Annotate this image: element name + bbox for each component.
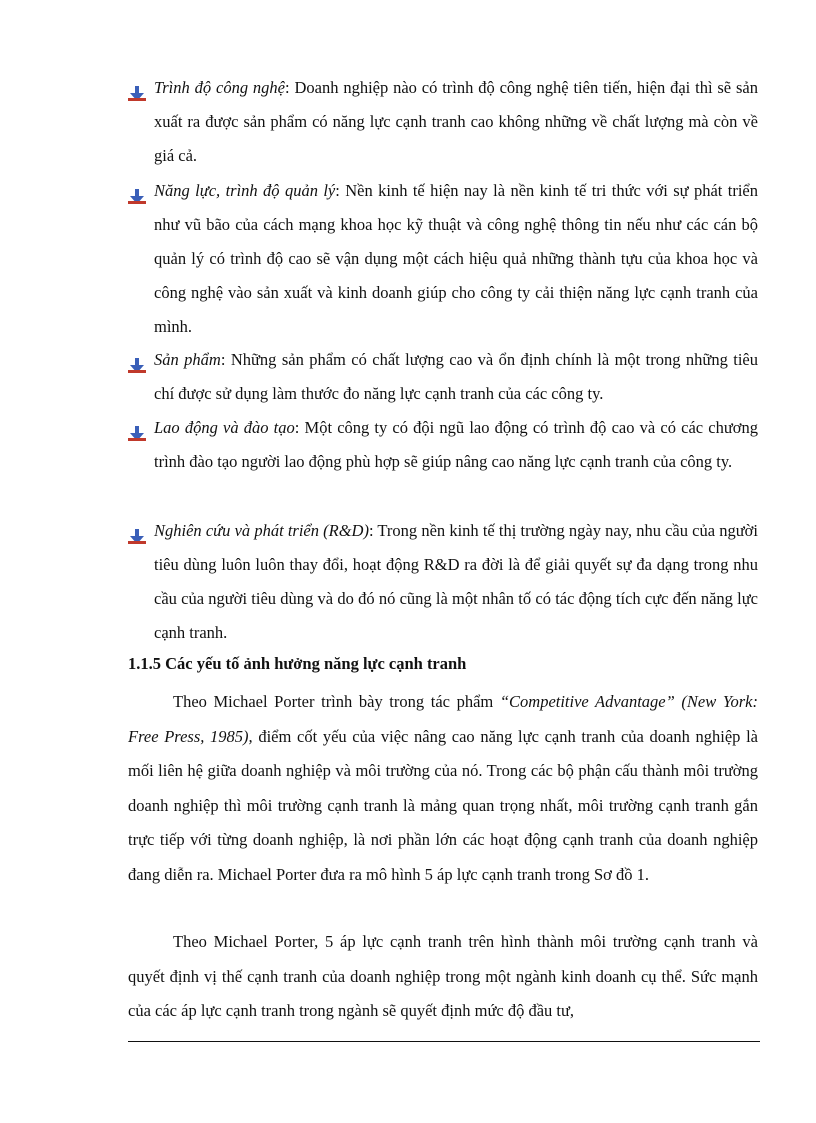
paragraph-porter-intro [128, 685, 758, 892]
bullet-term: Trình độ công nghệ [154, 78, 286, 97]
footer-divider [128, 1041, 760, 1042]
bullet-text: : Những sản phẩm có chất lượng cao và ổn định chính là một trong những tiêu chí được sử dụng làm thước đo năng lực cạnh tranh của các công ty. [154, 350, 758, 403]
arrow-bullet-icon [128, 183, 146, 199]
para-lead: Theo Michael Porter trình bày trong tác phẩm [173, 692, 500, 711]
bullet-item-labor [128, 411, 758, 479]
arrow-bullet-icon [128, 80, 146, 96]
bullet-item-product [128, 343, 758, 411]
bullet-text: : Trong nền kinh tế thị trường ngày nay, nhu cầu của người tiêu dùng luôn luôn thay đổi, hoạt động R&D ra đời là để giải quyết sự đa dạng trong nhu cầu của người tiêu dùng và do đó nó cũng là một nhân tố có tác động tích cực đến năng lực cạnh tranh. [154, 521, 758, 642]
bullet-term: Lao động và đào tạo [154, 418, 295, 437]
arrow-bullet-icon [128, 420, 146, 436]
citation: “Competitive Advantage” (New York: Free Press, 1985), [128, 692, 758, 746]
bullet-text: : Một công ty có đội ngũ lao động có trình độ cao và có các chương trình đào tạo người lao động phù hợp sẽ giúp nâng cao năng lực cạnh tranh của công ty. [154, 418, 758, 471]
para-body: điểm cốt yếu của việc nâng cao năng lực cạnh tranh của doanh nghiệp là mối liên hệ giữa doanh nghiệp và môi trường của nó. Trong các bộ phận cấu thành môi trường doanh nghiệp thì môi trường cạnh tranh là mảng quan trọng nhất, môi trường cạnh tranh gắn trực tiếp với từng doanh nghiệp, là nơi phần lớn các hoạt động cạnh tranh của doanh nghiệp đang diễn ra. Michael Porter đưa ra mô hình 5 áp lực cạnh tranh trong Sơ đồ 1. [128, 726, 758, 884]
arrow-bullet-icon [128, 352, 146, 368]
bullet-item-management [128, 174, 758, 344]
bullet-item-rnd [128, 514, 758, 650]
bullet-text: : Doanh nghiệp nào có trình độ công nghệ tiên tiến, hiện đại thì sẽ sản xuất ra được sản phẩm có năng lực cạnh tranh cao không những về chất lượng mà còn về giá cả. [154, 78, 758, 165]
arrow-bullet-icon [128, 523, 146, 539]
bullet-term: Nghiên cứu và phát triển (R&D) [154, 521, 369, 540]
paragraph-five-forces: Theo Michael Porter, 5 áp lực cạnh tranh trên hình thành môi trường cạnh tranh và quyết định vị thế cạnh tranh của doanh nghiệp trong một ngành kinh doanh cụ thể. Sức mạnh của các áp lực cạnh tranh trong ngành sẽ quyết định mức độ đầu tư, [128, 932, 758, 1020]
bullet-term: Năng lực, trình độ quản lý [154, 181, 336, 200]
bullet-item-technology [128, 71, 758, 173]
bullet-term: Sản phẩm [154, 350, 221, 369]
section-heading: 1.1.5 Các yếu tố ảnh hưởng năng lực cạnh tranh [128, 654, 467, 673]
bullet-text: : Nền kinh tế hiện nay là nền kinh tế tri thức với sự phát triển như vũ bão của cách mạng khoa học kỹ thuật và công nghệ thông tin nếu như các cán bộ quản lý có trình độ cao sẽ vận dụng một cách hiệu quả những thành tựu của khoa học và công nghệ vào sản xuất và kinh doanh giúp cho công ty cải thiện năng lực cạnh tranh của mình. [154, 181, 758, 336]
